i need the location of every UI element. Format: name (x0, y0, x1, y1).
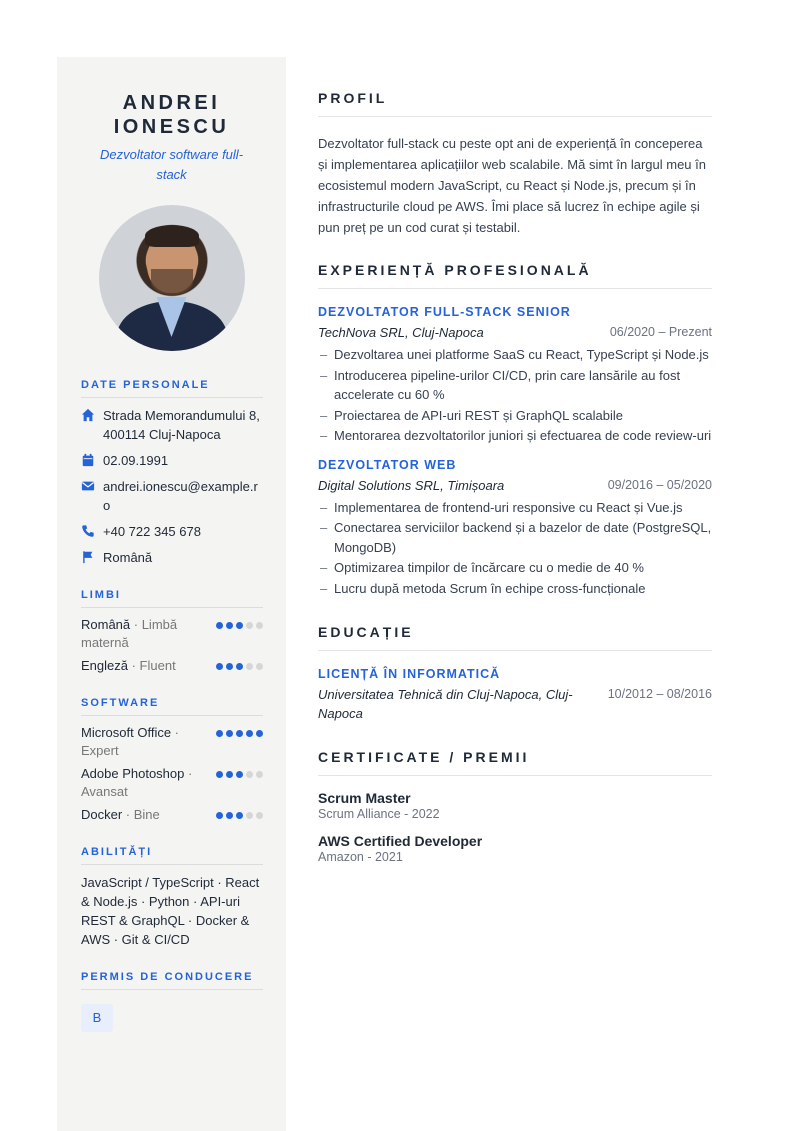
job-company: Digital Solutions SRL, Timișoara (318, 477, 505, 493)
phone-item[interactable] (81, 522, 263, 541)
job-bullet: – Implementarea de frontend-uri responsive cu React și Vue.js (318, 498, 712, 518)
certificate-issuer: Scrum Alliance - 2022 (318, 807, 440, 821)
main-content (318, 90, 712, 864)
phone-icon (81, 522, 103, 538)
software-name: Docker (81, 807, 123, 822)
calendar-icon (81, 451, 103, 467)
job-title: DEZVOLTATOR WEB (318, 457, 457, 472)
language-level: Fluent (139, 658, 176, 673)
software-name: Adobe Photoshop (81, 766, 185, 781)
software-level: Expert (81, 743, 119, 758)
profile-text: Dezvoltator full-stack cu peste opt ani de experiență în conceperea și implementarea aplicațiilor web scalabile. Mă simt în largul meu în ecosistemul modern JavaScript, cu React și Node.js, precum și în infrastructurile cloud pe AWS. Îmi place să lucrez în echipe agile și pun preț pe un cod curat și testabil. (318, 136, 706, 235)
personal-data-section (81, 379, 263, 567)
skills-text: JavaScript / TypeScript · React & Node.js · Python · API-uri REST & GraphQL · Docker & AWS · Git & CI/CD (81, 875, 260, 947)
job-bullet: – Conectarea serviciilor backend și a bazelor de date (PostgreSQL, MongoDB) (318, 518, 712, 557)
certificate-entry (318, 833, 712, 864)
experience-heading: EXPERIENȚĂ PROFESIONALĂ (318, 262, 712, 289)
home-icon (81, 406, 103, 422)
birthdate-item (81, 451, 263, 470)
rating-dots (216, 771, 263, 778)
education-heading: EDUCAȚIE (318, 624, 712, 651)
job-bullet: – Mentorarea dezvoltatorilor juniori și efectuarea de code review-uri (318, 426, 712, 446)
flag-icon (81, 548, 103, 564)
license-section (81, 971, 263, 1032)
rating-dots (216, 663, 263, 670)
certificate-name: Scrum Master (318, 790, 411, 806)
birthdate-text: 02.09.1991 (103, 453, 169, 468)
nationality-item (81, 548, 263, 567)
software-name: Microsoft Office (81, 725, 172, 740)
skills-section (81, 846, 263, 949)
software-section (81, 697, 263, 824)
job-bullet: – Dezvoltarea unei platforme SaaS cu React, TypeScript și Node.js (318, 345, 712, 365)
rating-dots (216, 622, 263, 629)
rating-dots (216, 730, 263, 737)
job-entry (318, 305, 712, 446)
personal-data-heading: DATE PERSONALE (81, 379, 263, 398)
address-item (81, 406, 263, 444)
license-badge: B (81, 1004, 113, 1032)
certificates-heading: CERTIFICATE / PREMII (318, 749, 712, 776)
degree-title: LICENȚĂ ÎN INFORMATICĂ (318, 667, 501, 681)
job-bullet: – Lucru după metoda Scrum în echipe cross-funcționale (318, 579, 712, 599)
rating-dots (216, 812, 263, 819)
software-row: Adobe Photoshop · Avansat (81, 765, 263, 801)
job-dates: 09/2016 – 05/2020 (607, 477, 712, 492)
license-heading: PERMIS DE CONDUCERE (81, 971, 263, 990)
sidebar (57, 57, 286, 1131)
job-bullet: – Introducerea pipeline-urilor CI/CD, prin care lansările au fost accelerate cu 60 % (318, 366, 712, 405)
skills-heading: ABILITĂȚI (81, 846, 263, 865)
software-row: Docker · Bine (81, 806, 263, 824)
job-bullet: – Proiectarea de API-uri REST și GraphQL scalabile (318, 406, 712, 426)
software-level: Bine (133, 807, 160, 822)
language-level: Limbă maternă (81, 617, 178, 650)
person-name: ANDREI IONESCU (113, 92, 230, 138)
email-item[interactable] (81, 477, 263, 515)
job-subtitle: Dezvoltator software full-stack (99, 147, 244, 182)
job-bullet: – Optimizarea timpilor de încărcare cu o medie de 40 % (318, 558, 712, 578)
job-title: DEZVOLTATOR FULL-STACK SENIOR (318, 305, 571, 319)
software-level: Avansat (81, 784, 128, 799)
profile-photo (99, 205, 245, 351)
languages-section (81, 589, 263, 675)
language-name: Română (81, 617, 131, 632)
certificate-name: AWS Certified Developer (318, 833, 483, 849)
certificate-issuer: Amazon - 2021 (318, 850, 403, 864)
profile-heading: PROFIL (318, 90, 712, 117)
education-entry (318, 667, 712, 723)
languages-heading: LIMBI (81, 589, 263, 608)
job-dates: 06/2020 – Prezent (609, 325, 712, 339)
software-row: Microsoft Office · Expert (81, 724, 263, 760)
language-row: Engleză · Fluent (81, 657, 263, 675)
phone-text[interactable]: +40 722 345 678 (103, 524, 201, 539)
certificate-entry (318, 790, 712, 821)
software-heading: SOFTWARE (81, 697, 263, 716)
nationality-text: Română (103, 550, 153, 565)
job-entry (318, 458, 712, 599)
school-name: Universitatea Tehnică din Cluj-Napoca, Cluj-Napoca (318, 687, 573, 721)
language-name: Engleză (81, 658, 128, 673)
mail-icon (81, 477, 103, 493)
address-text: Strada Memorandumului 8, 400114 Cluj-Napoca (103, 408, 260, 442)
education-dates: 10/2012 – 08/2016 (607, 687, 712, 701)
language-row: Română · Limbă maternă (81, 616, 263, 652)
job-company: TechNova SRL, Cluj-Napoca (318, 325, 484, 340)
email-text[interactable]: andrei.ionescu@example.ro (103, 479, 258, 513)
